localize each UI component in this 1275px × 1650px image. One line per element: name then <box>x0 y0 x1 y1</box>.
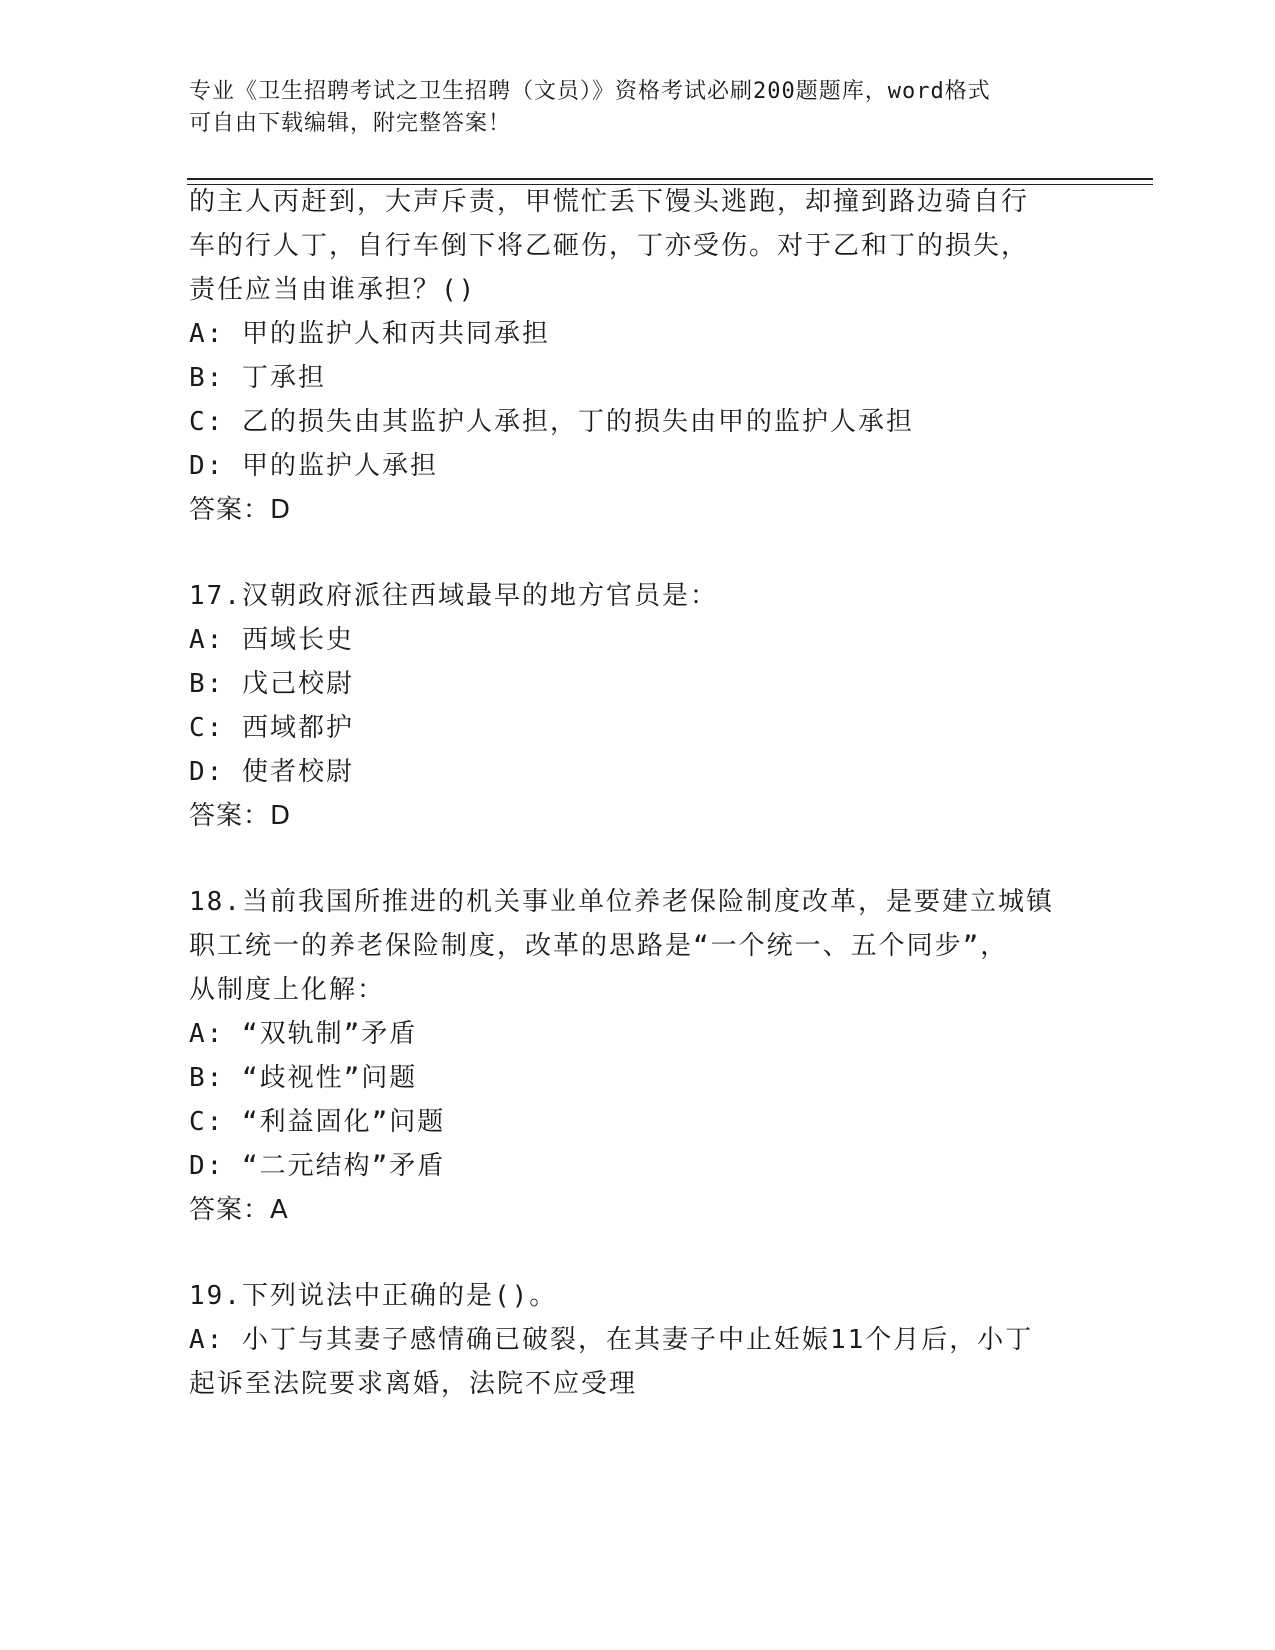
option-b: B: 戊己校尉 <box>189 669 354 699</box>
answer-line: 答案：D <box>189 801 292 831</box>
option-c: C: 乙的损失由其监护人承担，丁的损失由甲的监护人承担 <box>189 407 914 437</box>
answer-line: 答案：D <box>189 495 292 525</box>
question-text: 19.下列说法中正确的是()。 <box>189 1281 558 1311</box>
question-text: 车的行人丁，自行车倒下将乙砸伤，丁亦受伤。对于乙和丁的损失， <box>189 231 1030 261</box>
question-text: 18.当前我国所推进的机关事业单位养老保险制度改革，是要建立城镇 <box>189 887 1054 917</box>
option-b: B: “歧视性”问题 <box>189 1063 418 1093</box>
document-header <box>189 76 1089 140</box>
question-text: 17.汉朝政府派往西域最早的地方官员是： <box>189 581 718 611</box>
option-a-continued: 起诉至法院要求离婚，法院不应受理 <box>189 1369 638 1399</box>
question-text: 责任应当由谁承担？() <box>189 275 477 305</box>
option-b: B: 丁承担 <box>189 363 326 393</box>
option-d: D: 甲的监护人承担 <box>189 451 438 481</box>
question-text: 的主人丙赶到，大声斥责，甲慌忙丢下馒头逃跑，却撞到路边骑自行 <box>189 187 1030 217</box>
header-rule-thin <box>187 184 1153 185</box>
header-line-1: 专业《卫生招聘考试之卫生招聘（文员）》资格考试必刷200题题库，word格式 <box>189 79 991 104</box>
option-a: A: 甲的监护人和丙共同承担 <box>189 319 550 349</box>
question-text: 从制度上化解： <box>189 975 386 1005</box>
option-a: A: 小丁与其妻子感情确已破裂，在其妻子中止妊娠11个月后，小丁 <box>189 1325 1034 1355</box>
option-d: D: “二元结构”矛盾 <box>189 1151 446 1181</box>
option-d: D: 使者校尉 <box>189 757 354 787</box>
header-rule-thick <box>187 178 1153 180</box>
option-c: C: 西域都护 <box>189 713 354 743</box>
option-c: C: “利益固化”问题 <box>189 1107 446 1137</box>
option-a: A: 西域长史 <box>189 625 354 655</box>
question-text: 职工统一的养老保险制度，改革的思路是“一个统一、五个同步”， <box>189 931 1009 961</box>
option-a: A: “双轨制”矛盾 <box>189 1019 418 1049</box>
header-line-2: 可自由下载编辑，附完整答案！ <box>189 111 512 136</box>
answer-line: 答案：A <box>189 1195 289 1225</box>
